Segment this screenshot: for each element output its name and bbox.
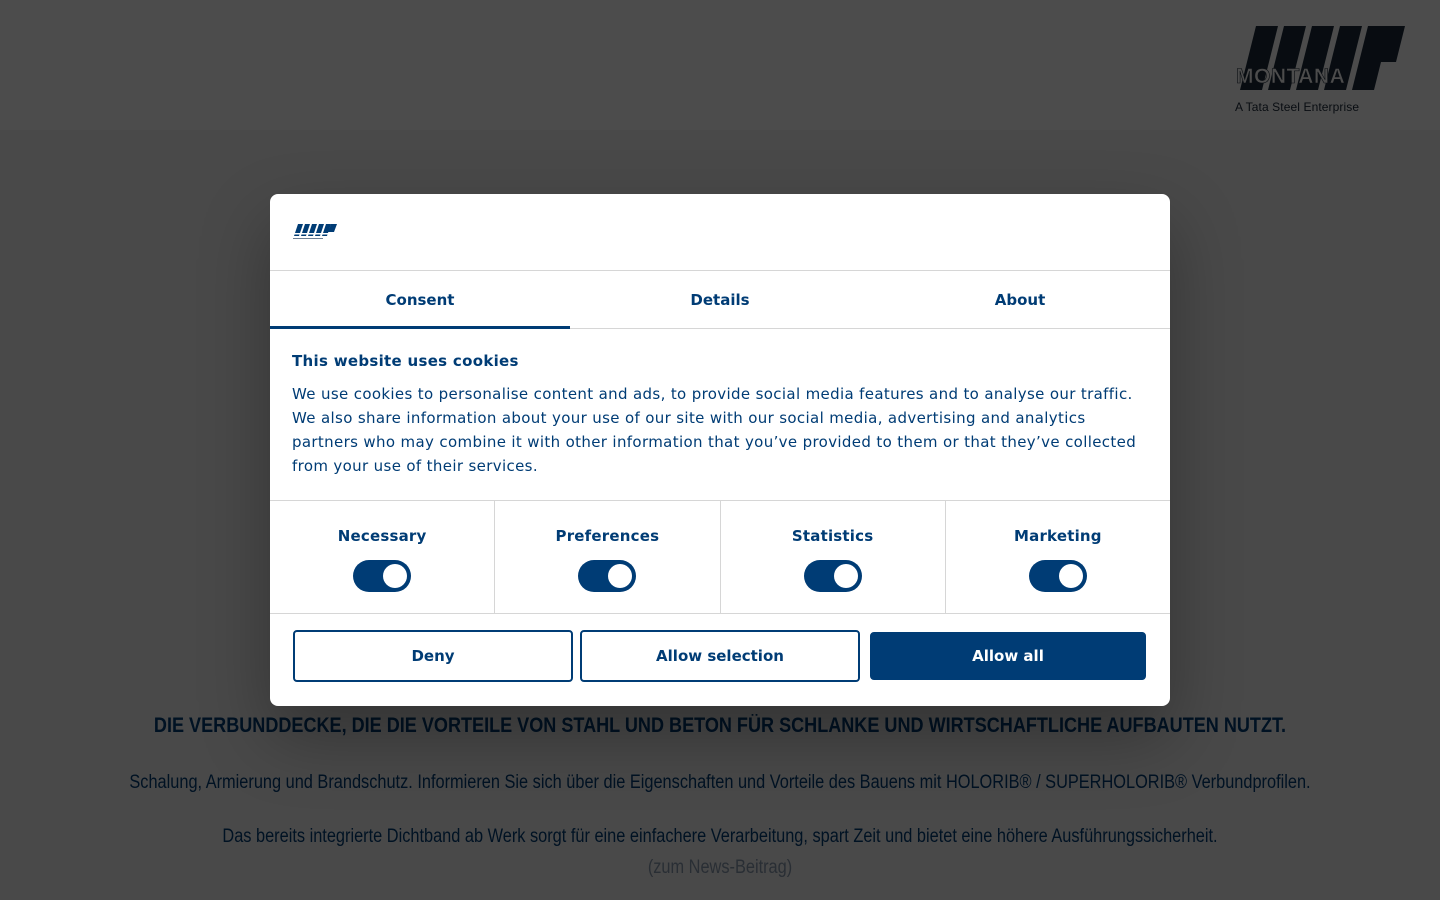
- tab-about[interactable]: About: [994, 290, 1046, 309]
- allow-all-button[interactable]: Allow all: [870, 632, 1146, 680]
- dialog-heading: This website uses cookies: [292, 352, 519, 370]
- toggle-necessary[interactable]: [353, 560, 411, 592]
- toggle-marketing[interactable]: [1029, 560, 1087, 592]
- toggle-group-statistics: [721, 501, 946, 613]
- toggle-group-marketing: [946, 501, 1170, 613]
- toggle-group-necessary: [270, 501, 495, 613]
- dialog-description: We use cookies to personalise content and ads, to provide social media features and to analyse our traffic. We also share information about your use of our site with our social media, advertising and analytics partners who may combine it with other information that you’ve provided to them or that they’ve collected from your use of their services.: [292, 385, 1137, 475]
- consent-toggles: [270, 501, 1170, 614]
- toggle-label-marketing: Marketing: [1014, 527, 1102, 545]
- dialog-body: [270, 329, 1170, 501]
- toggle-knob: [1059, 564, 1083, 588]
- deny-button[interactable]: Deny: [293, 630, 573, 682]
- cookie-consent-dialog: [270, 194, 1170, 706]
- toggle-group-preferences: [495, 501, 720, 613]
- tab-details[interactable]: Details: [690, 290, 750, 309]
- toggle-preferences[interactable]: [578, 560, 636, 592]
- toggle-statistics[interactable]: [804, 560, 862, 592]
- toggle-knob: [834, 564, 858, 588]
- dialog-header: [270, 194, 1170, 271]
- toggle-knob: [383, 564, 407, 588]
- toggle-label-preferences: Preferences: [555, 527, 660, 545]
- dialog-buttons: [270, 614, 1170, 682]
- dialog-logo: [292, 223, 338, 245]
- toggle-knob: [608, 564, 632, 588]
- tab-consent[interactable]: Consent: [270, 271, 570, 328]
- dialog-tabs: [270, 271, 1170, 329]
- toggle-label-necessary: Necessary: [337, 527, 427, 545]
- allow-selection-button[interactable]: Allow selection: [580, 630, 860, 682]
- toggle-label-statistics: Statistics: [791, 527, 874, 545]
- montana-logo-small-icon: [292, 223, 338, 241]
